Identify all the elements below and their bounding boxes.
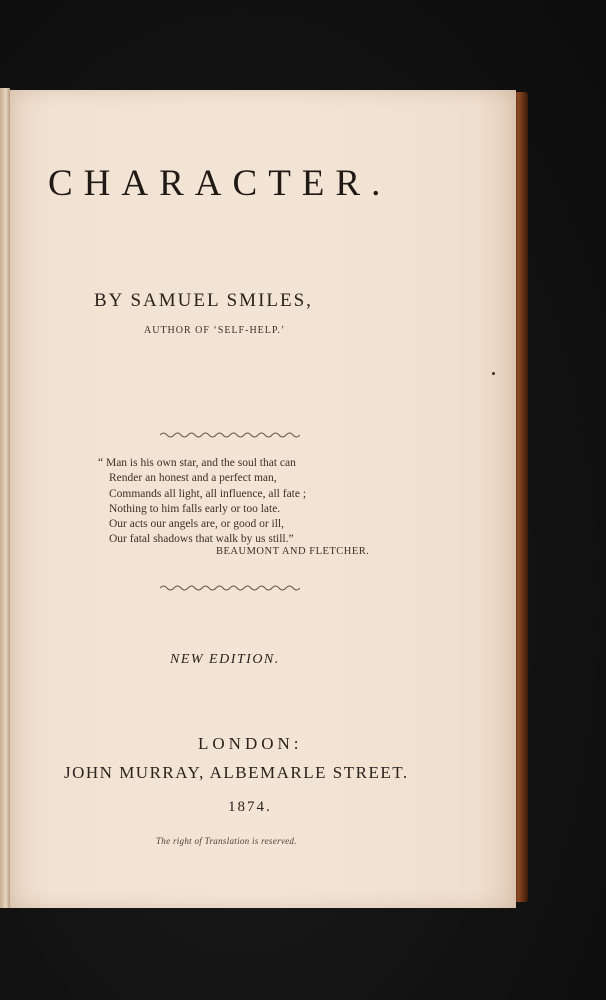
epigraph-line: Our acts our angels are, or good or ill, xyxy=(109,518,285,531)
epigraph-line: Our fatal shadows that walk by us still.” xyxy=(109,533,294,546)
publisher-name: JOHN MURRAY, ALBEMARLE STREET. xyxy=(64,763,409,782)
byline xyxy=(94,290,313,312)
paper-speck xyxy=(492,372,495,375)
epigraph-line: Render an honest and a perfect man, xyxy=(109,472,277,485)
byline-prefix: BY xyxy=(94,290,124,311)
title-page xyxy=(10,90,516,908)
author-note: AUTHOR OF ‘SELF-HELP.’ xyxy=(144,325,286,336)
publication-city: LONDON: xyxy=(198,734,303,753)
book-fore-edge xyxy=(514,92,528,902)
epigraph-line: “ Man is his own star, and the soul that can xyxy=(98,457,296,469)
epigraph xyxy=(98,456,398,548)
wave-ornament-bottom xyxy=(160,583,300,593)
facing-page-edge xyxy=(0,88,10,908)
author-name: SAMUEL SMILES, xyxy=(130,290,313,311)
epigraph-attribution: BEAUMONT AND FLETCHER. xyxy=(216,546,370,557)
rights-notice: The right of Translation is reserved. xyxy=(156,836,297,846)
epigraph-line: Commands all light, all influence, all fate ; xyxy=(109,487,307,500)
book-title: CHARACTER. xyxy=(48,163,392,204)
publication-year: 1874. xyxy=(228,799,272,815)
edition-label: NEW EDITION. xyxy=(170,652,280,667)
wave-ornament-top xyxy=(160,430,300,440)
epigraph-line: Nothing to him falls early or too late. xyxy=(109,502,281,515)
